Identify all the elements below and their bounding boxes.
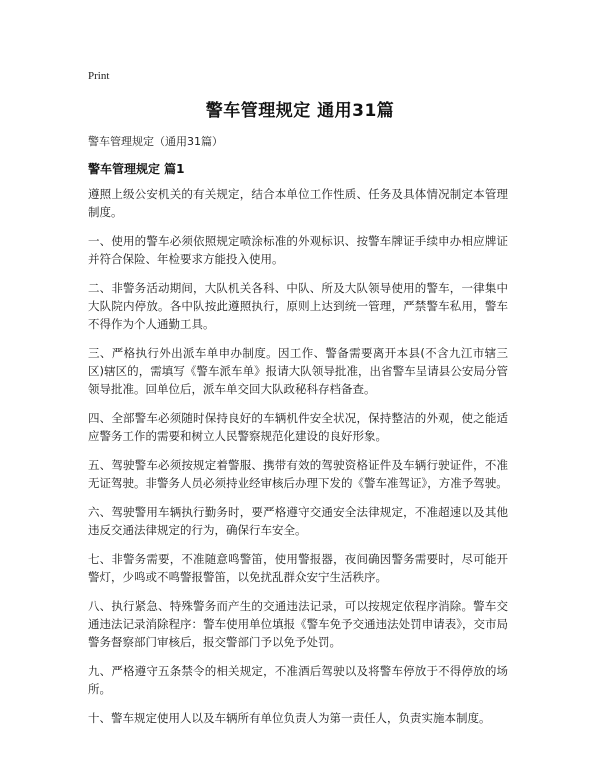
paragraph-7: 七、非警务需要，不准随意鸣警笛，使用警报器，夜间确因警务需要时，尽可能开警灯，少鸣或不鸣警报警笛，以免扰乱群众安宁生活秩序。 bbox=[88, 552, 508, 584]
section-heading: 警车管理规定 篇1 bbox=[88, 162, 185, 176]
paragraph-5: 五、驾驶警车必须按规定着警服、携带有效的驾驶资格证件及车辆行驶证件，不准无证驾驶。非警务人员必须持业经审核后办理下发的《警车准驾证》，方准予驾驶。 bbox=[88, 458, 508, 490]
paragraph-8: 八、执行紧急、特殊警务而产生的交通违法记录，可以按规定依程序消除。警车交通违法记录消除程序：警车使用单位填报《警车免予交通违法处罚申请表》，交市局警务督察部门审核后，报交警部门予以免予处罚。 bbox=[88, 599, 508, 649]
paragraph-intro: 遵照上级公安机关的有关规定，结合本单位工作性质、任务及具体情况制定本管理制度。 bbox=[88, 187, 508, 219]
paragraph-6: 六、驾驶警用车辆执行勤务时，要严格遵守交通安全法律规定，不准超速以及其他违反交通法律规定的行为，确保行车安全。 bbox=[88, 505, 508, 537]
paragraph-1: 一、使用的警车必须依照规定喷涂标准的外观标识、按警车牌证手续申办相应牌证并符合保险、年检要求方能投入使用。 bbox=[88, 234, 508, 266]
document-subtitle: 警车管理规定（通用31篇） bbox=[88, 135, 223, 148]
document-title: 警车管理规定 通用31篇 bbox=[205, 101, 395, 121]
paragraph-10: 十、警车规定使用人以及车辆所有单位负责人为第一责任人，负责实施本制度。 bbox=[88, 711, 491, 725]
print-label[interactable]: Print bbox=[88, 70, 110, 82]
paragraph-9: 九、严格遵守五条禁令的相关规定，不准酒后驾驶以及将警车停放于不得停放的场所。 bbox=[88, 664, 508, 696]
document-body bbox=[88, 185, 508, 738]
paragraph-2: 二、非警务活动期间，大队机关各科、中队、所及大队领导使用的警车，一律集中大队院内停放。各中队按此遵照执行，原则上达到统一管理，严禁警车私用，警车不得作为个人通勤工具。 bbox=[88, 281, 508, 331]
paragraph-3: 三、严格执行外出派车单申办制度。因工作、警备需要离开本县(不含九江市辖三区)辖区的，需填写《警车派车单》报请大队领导批准，出省警车呈请县公安局分管领导批准。回单位后，派车单交回大队政秘科存档备查。 bbox=[88, 346, 508, 396]
paragraph-4: 四、全部警车必须随时保持良好的车辆机件安全状况，保持整洁的外观，使之能适应警务工作的需要和树立人民警察规范化建设的良好形象。 bbox=[88, 411, 508, 443]
